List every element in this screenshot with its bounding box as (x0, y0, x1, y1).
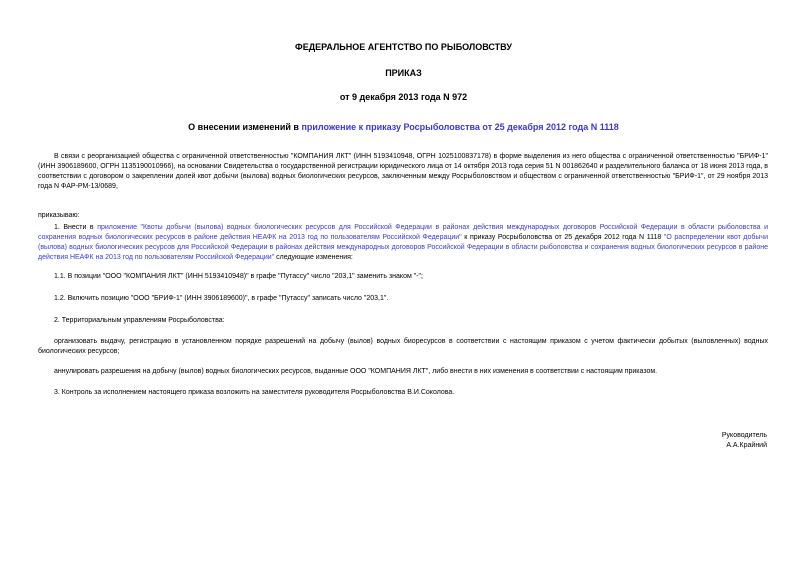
item-1-order-link[interactable]: "О распределении квот добычи (вылова) водных биологических ресурсов для Российской Федерации в районах действия международных договоров Российской Федерации в области рыболовства и сохранения водных биологических ресурсов в районе действия НЕАФК на 2013 год по пользователям Российской Федерации" (38, 234, 768, 261)
order-word: приказываю: (38, 212, 80, 219)
agency-heading: ФЕДЕРАЛЬНОЕ АГЕНТСТВО ПО РЫБОЛОВСТВУ (295, 42, 512, 52)
signature-name: А.А.Крайний (726, 442, 767, 449)
subject-link[interactable]: приложение к приказу Росрыболовства от 25 декабря 2012 года N 1118 (301, 122, 619, 132)
item-1-1-paragraph: 1.1. В позиции "ООО "КОМПАНИЯ ЛКТ" (ИНН 5193410948)" в графе "Путассу" число "203,1" заменить знаком "-"; (54, 273, 423, 280)
item-1-prefix: 1. Внести в (54, 224, 98, 231)
item-2-a-paragraph: организовать выдачу, регистрацию в установленном порядке разрешений на добычу (вылов) водных биоресурсов в соответствии с настоящим приказом с учетом фактически добытых (выловленных) водных биологических ресурсов; (38, 338, 768, 355)
item-1-suffix: следующие изменения: (274, 254, 353, 261)
signature-title: Руководитель (721, 432, 767, 439)
item-1-2-paragraph: 1.2. Включить позицию "ООО "БРИФ-1" (ИНН 3906189600)", в графе "Путассу" записать число "203,1". (54, 295, 389, 302)
intro-paragraph: В связи с реорганизацией общества с ограниченной ответственностью "КОМПАНИЯ ЛКТ" (ИНН 5193410948, ОГРН 1025100837178) в форме выделения из него общества с ограниченной ответственностью "БРИФ-1" (ИНН 3906189600, ОГРН 1135190010966), на основании Свидетельства о государственной регистрации юридического лица от 14 октября 2013 года серия 51 N 001862640 и разделительного баланса от 18 июня 2013 года, в соответствии с договором о закреплении долей квот добычи (вылова) водных биологических ресурсов, заключенным между Росрыболовством и обществом с ограниченной ответственностью "БРИФ-1", от 29 ноября 2013 года N ФАР-РМ-13/0689, (38, 153, 768, 190)
item-3-paragraph: 3. Контроль за исполнением настоящего приказа возложить на заместителя руководителя Росрыболовства В.И.Соколова. (54, 389, 455, 396)
item-1-appendix-link[interactable]: приложение "Квоты добычи (вылова) водных биологических ресурсов для Российской Федерации в районах действия международных договоров Российской Федерации в области рыболовства и сохранения водных биологических ресурсов в районе действия НЕАФК на 2013 год по пользователям Российской Федерации" (38, 224, 768, 241)
subject-heading (0, 122, 807, 133)
item-1-mid: к приказу Росрыболовства от 25 декабря 2012 года N 1118 (461, 234, 664, 241)
item-2-paragraph: 2. Территориальным управлениям Росрыболовства: (54, 317, 225, 324)
item-1-paragraph (38, 223, 768, 263)
date-number-heading: от 9 декабря 2013 года N 972 (339, 92, 468, 102)
subject-prefix: О внесении изменений в (188, 122, 302, 132)
item-2-b-paragraph: аннулировать разрешения на добычу (вылов) водных биологических ресурсов, выданные ООО "КОМПАНИЯ ЛКТ", либо внести в них изменения в соответствии с настоящим приказом. (54, 368, 658, 375)
document-type-heading: ПРИКАЗ (385, 68, 422, 78)
